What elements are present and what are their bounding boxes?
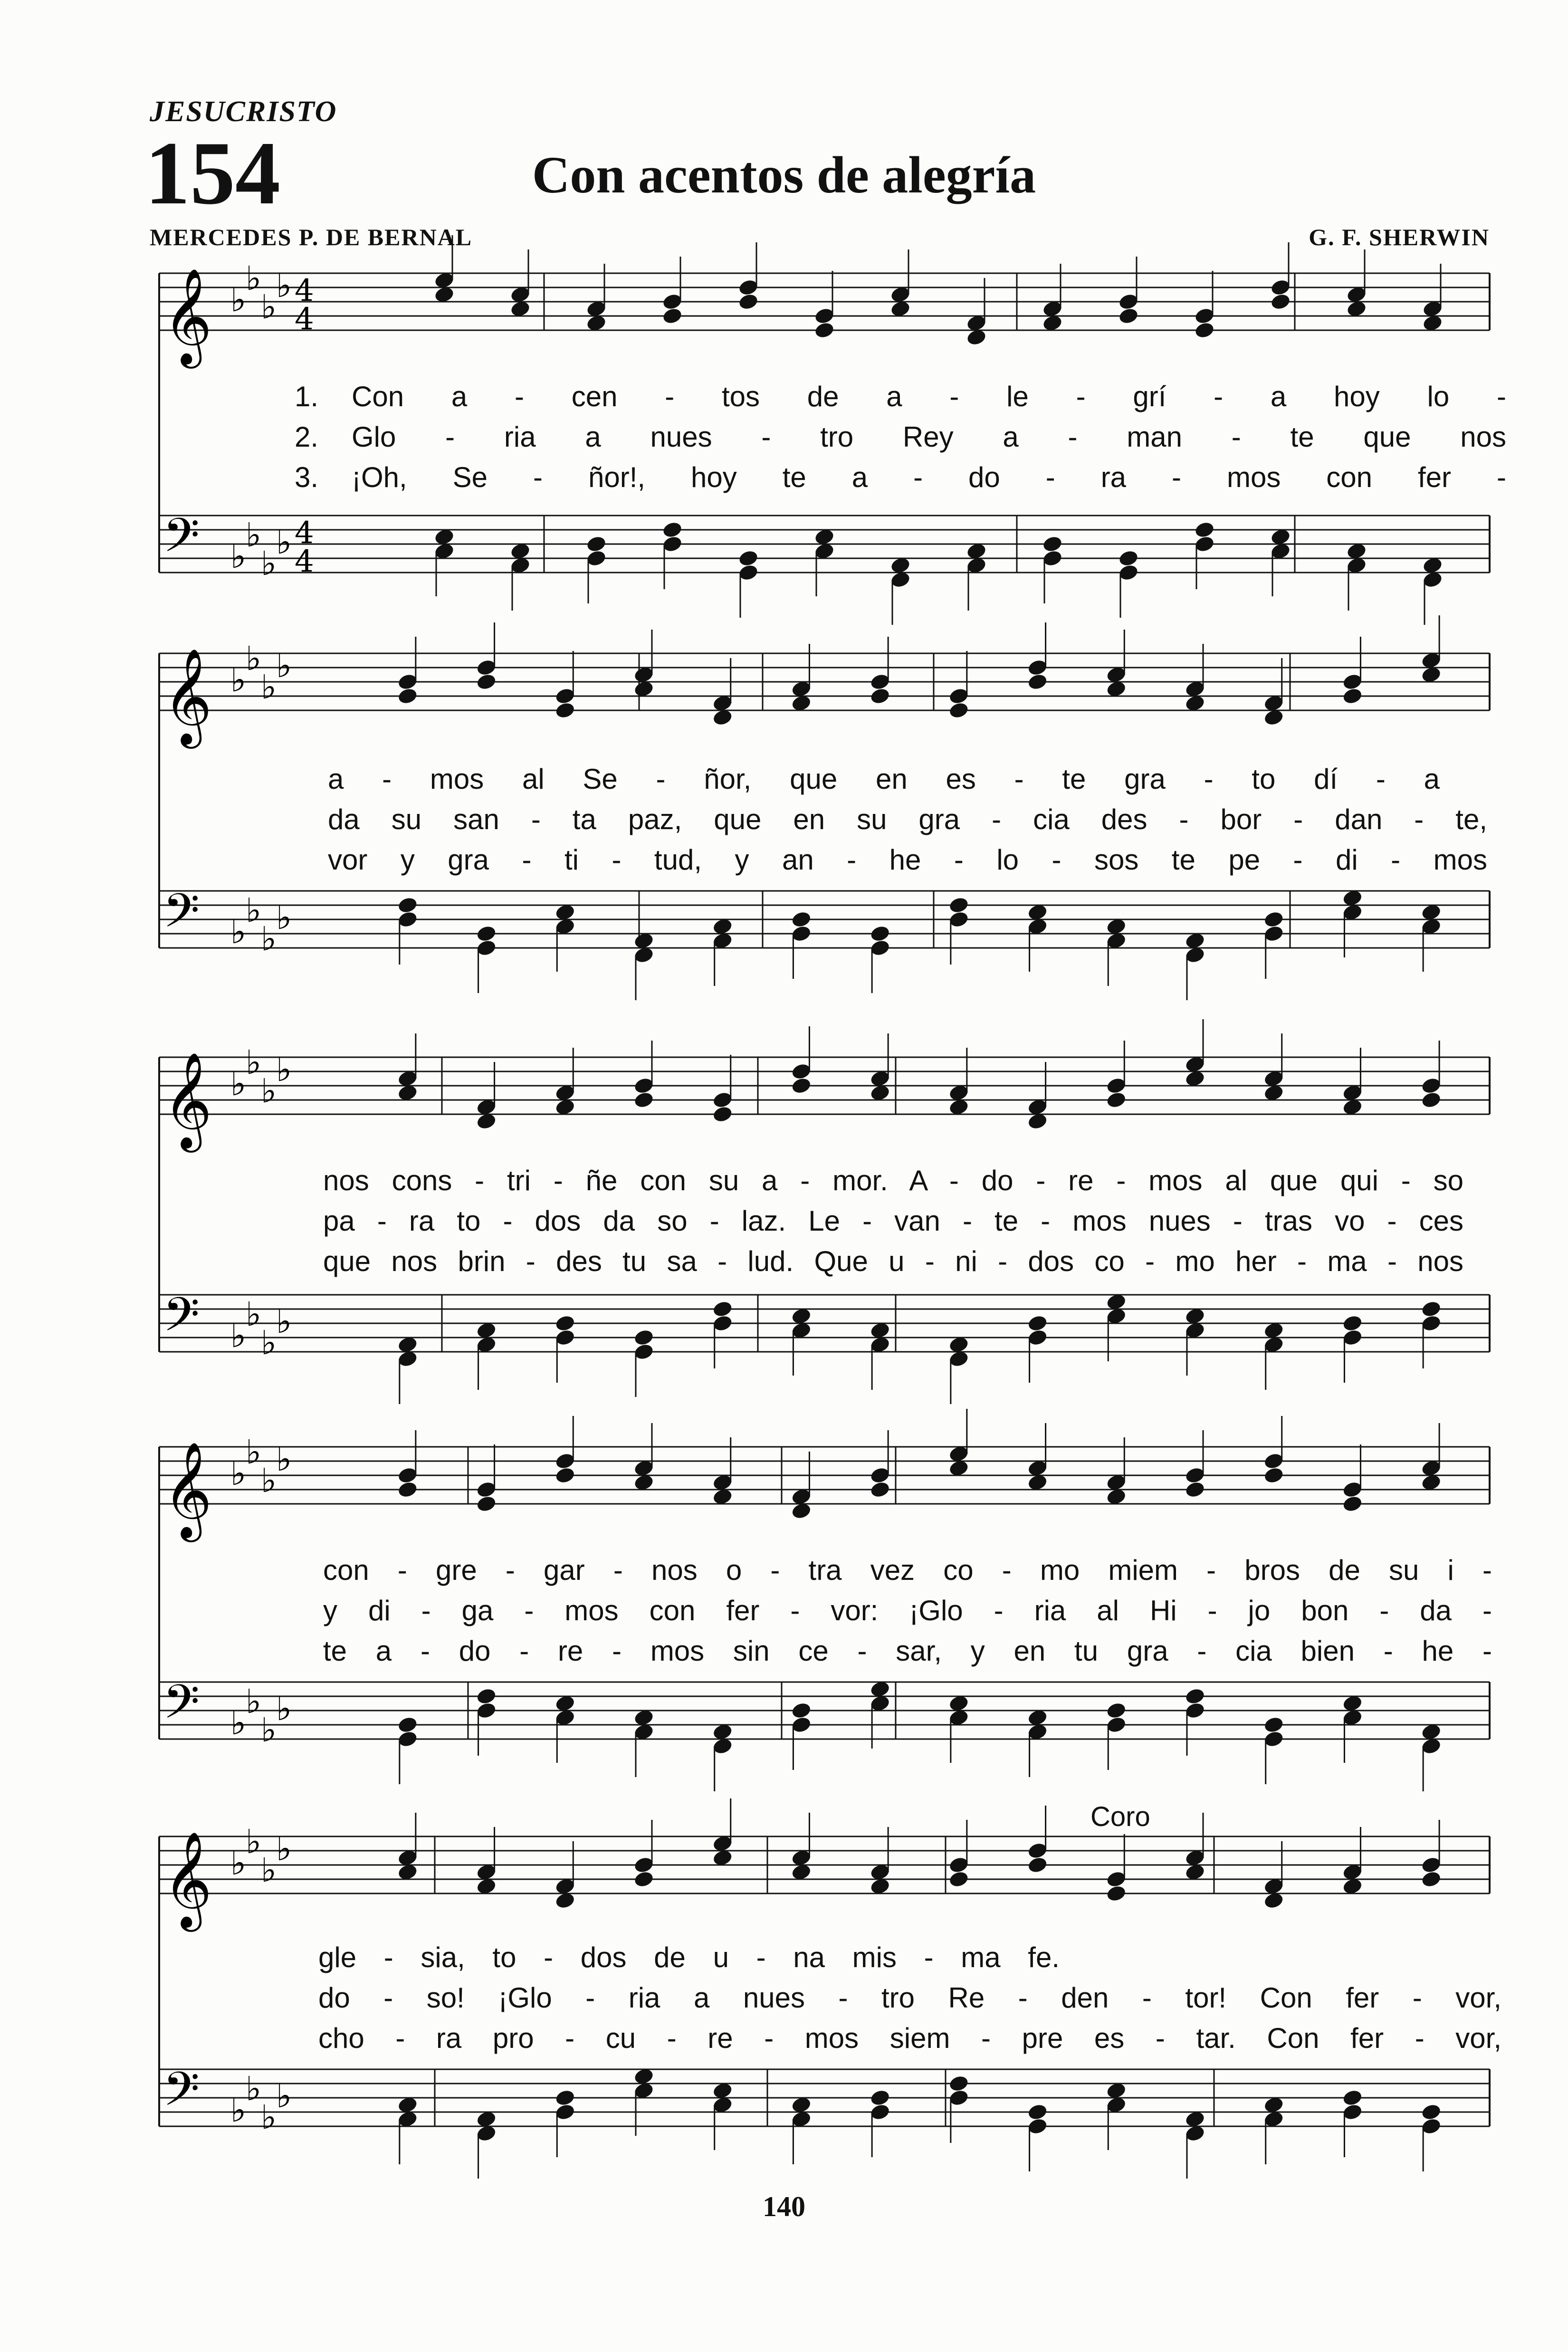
flat-sign-icon: ♭ [276, 1302, 292, 1341]
bass-clef-icon: 𝄢 [163, 508, 200, 574]
lyric-line: a - mos al Se - ñor, que en es - te gra - to dí - a [328, 763, 1440, 795]
note-head [737, 292, 759, 311]
lyric-line: pa - ra to - dos da so - laz. Le - van - te - mos nues - tras vo - ces [323, 1205, 1463, 1237]
flat-sign-icon: ♭ [276, 266, 292, 305]
note-head [948, 896, 969, 914]
note-head [476, 1494, 497, 1513]
flat-sign-icon: ♭ [230, 2091, 247, 2130]
note-head [1263, 1466, 1284, 1484]
flat-sign-icon: ♭ [230, 1064, 247, 1103]
treble-clef-icon: 𝄞 [163, 1052, 212, 1148]
flat-sign-icon: ♭ [276, 646, 292, 685]
lyric-line: cho - ra pro - cu - re - mos siem - pre es - tar. Con fer - vor, [318, 2022, 1501, 2054]
note-head [1342, 687, 1363, 705]
note-head [1342, 1494, 1363, 1513]
note-head [1106, 1701, 1127, 1720]
lyric-line: te a - do - re - mos sin ce - sar, y en tu gra - cia bien - he - [323, 1635, 1492, 1667]
flat-sign-icon: ♭ [230, 1703, 247, 1742]
note-head [1421, 1870, 1442, 1888]
note-head [791, 1701, 812, 1720]
bass-clef-icon: 𝄢 [163, 1675, 200, 1741]
flat-sign-icon: ♭ [230, 912, 247, 951]
note-head [948, 1870, 969, 1888]
flat-sign-icon: ♭ [261, 919, 277, 958]
note-head [633, 1328, 654, 1347]
flat-sign-icon: ♭ [276, 1050, 292, 1089]
flat-sign-icon: ♭ [246, 891, 262, 930]
flat-sign-icon: ♭ [246, 1433, 262, 1472]
flat-sign-icon: ♭ [246, 1043, 262, 1082]
note-head [712, 1300, 733, 1318]
flat-sign-icon: ♭ [246, 1682, 262, 1721]
lyric-line: do - so! ¡Glo - ria a nues - tro Re - den - tor! Con fer - vor, [318, 1982, 1501, 2014]
note-head [397, 1480, 418, 1499]
bass-clef-icon: 𝄢 [163, 2062, 200, 2128]
lyric-line: Con a - cen - tos de a - le - grí - a hoy lo - [352, 381, 1506, 412]
flat-sign-icon: ♭ [246, 1822, 262, 1861]
lyric-line: que nos brin - des tu sa - lud. Que u - ni - dos co - mo her - ma - nos [323, 1245, 1463, 1277]
note-head [1027, 2103, 1048, 2121]
time-signature-numerator: 4 [295, 516, 314, 551]
treble-clef-icon: 𝄞 [163, 1442, 212, 1538]
time-signature-denominator: 4 [295, 302, 314, 337]
note-head [555, 2088, 576, 2107]
lyric-line: ¡Oh, Se - ñor!, hoy te a - do - ra - mos con fer - [352, 461, 1506, 493]
flat-sign-icon: ♭ [261, 1711, 277, 1750]
flat-sign-icon: ♭ [276, 2076, 292, 2115]
note-head [1184, 1480, 1205, 1499]
note-head [737, 549, 759, 567]
note-head [1263, 910, 1284, 928]
treble-clef-icon: 𝄞 [163, 648, 212, 745]
hymn-category: JESUCRISTO [150, 96, 337, 128]
flat-sign-icon: ♭ [276, 1829, 292, 1868]
flat-sign-icon: ♭ [276, 898, 292, 937]
lyric-line: y di - ga - mos con fer - vor: ¡Glo - ria al Hi - jo bon - da - [323, 1595, 1492, 1626]
note-head [870, 1480, 891, 1499]
note-head [1194, 520, 1215, 539]
flat-sign-icon: ♭ [230, 1844, 247, 1883]
verse-number: 3. [295, 461, 319, 493]
note-head [1042, 535, 1063, 553]
flat-sign-icon: ♭ [276, 523, 292, 562]
note-head [712, 1105, 733, 1123]
chorus-label: Coro [1090, 1801, 1150, 1832]
note-head [791, 910, 812, 928]
flat-sign-icon: ♭ [261, 668, 277, 707]
flat-sign-icon: ♭ [261, 2098, 277, 2137]
note-head [1270, 292, 1291, 311]
flat-sign-icon: ♭ [261, 544, 277, 583]
note-head [1342, 2088, 1363, 2107]
flat-sign-icon: ♭ [261, 1851, 277, 1890]
flat-sign-icon: ♭ [230, 1316, 247, 1355]
note-head [633, 1870, 654, 1888]
note-head [633, 1090, 654, 1109]
note-head [870, 2088, 891, 2107]
note-head [661, 520, 683, 539]
note-head [791, 1076, 812, 1095]
note-head [1027, 1855, 1048, 1874]
note-head [476, 924, 497, 943]
bass-clef-icon: 𝄢 [163, 884, 200, 950]
time-signature-numerator: 4 [295, 273, 314, 308]
lyric-line: vor y gra - ti - tud, y an - he - lo - sos te pe - di - mos [328, 844, 1487, 876]
note-head [476, 1687, 497, 1705]
note-head [1184, 1687, 1205, 1705]
flat-sign-icon: ♭ [246, 516, 262, 555]
note-head [948, 701, 969, 719]
note-head [1421, 1090, 1442, 1109]
flat-sign-icon: ♭ [246, 639, 262, 678]
flat-sign-icon: ♭ [246, 259, 262, 298]
note-head [870, 924, 891, 943]
note-head [1027, 672, 1048, 691]
note-head [1342, 1314, 1363, 1332]
flat-sign-icon: ♭ [246, 1295, 262, 1334]
lyric-line: da su san - ta paz, que en su gra - cia des - bor - dan - te, [328, 803, 1487, 835]
composer-credit: G. F. SHERWIN [1309, 224, 1490, 250]
note-head [1118, 306, 1139, 325]
note-head [1421, 2103, 1442, 2121]
lyric-line: nos cons - tri - ñe con su a - mor. A - do - re - mos al que qui - so [323, 1165, 1463, 1196]
note-head [1106, 1090, 1127, 1109]
flat-sign-icon: ♭ [276, 1440, 292, 1479]
treble-clef-icon: 𝄞 [163, 268, 212, 364]
note-head [1106, 1884, 1127, 1903]
flat-sign-icon: ♭ [261, 1461, 277, 1500]
flat-sign-icon: ♭ [230, 280, 247, 319]
flat-sign-icon: ♭ [261, 1071, 277, 1110]
note-head [948, 2074, 969, 2093]
flat-sign-icon: ♭ [246, 2069, 262, 2108]
flat-sign-icon: ♭ [261, 1323, 277, 1362]
hymn-title: Con acentos de alegría [532, 146, 1036, 204]
note-head [1263, 1715, 1284, 1734]
bass-clef-icon: 𝄢 [163, 1288, 200, 1354]
verse-number: 1. [295, 381, 319, 412]
flat-sign-icon: ♭ [261, 287, 277, 326]
note-head [1118, 549, 1139, 567]
note-head [813, 321, 835, 339]
note-head [661, 306, 683, 325]
note-head [555, 1466, 576, 1484]
note-head [1027, 1314, 1048, 1332]
time-signature-denominator: 4 [295, 544, 314, 579]
note-head [397, 1715, 418, 1734]
flat-sign-icon: ♭ [230, 537, 247, 576]
lyric-line: Glo - ria a nues - tro Rey a - man - te que nos [352, 421, 1506, 453]
note-head [397, 896, 418, 914]
lyricist-credit: MERCEDES P. DE BERNAL [150, 224, 473, 250]
note-head [555, 701, 576, 719]
note-head [476, 672, 497, 691]
note-head [555, 1314, 576, 1332]
note-head [1194, 321, 1215, 339]
treble-clef-icon: 𝄞 [163, 1831, 212, 1928]
flat-sign-icon: ♭ [230, 1454, 247, 1493]
lyric-line: gle - sia, to - dos de u - na mis - ma fe. [318, 1941, 1060, 1973]
note-head [585, 535, 607, 553]
flat-sign-icon: ♭ [276, 1689, 292, 1728]
verse-number: 2. [295, 421, 319, 453]
page-number: 140 [763, 2191, 805, 2222]
note-head [870, 687, 891, 705]
flat-sign-icon: ♭ [230, 660, 247, 699]
note-head [397, 687, 418, 705]
note-head [1421, 1300, 1442, 1318]
lyric-line: con - gre - gar - nos o - tra vez co - mo miem - bros de su i - [323, 1554, 1492, 1586]
hymn-number: 154 [145, 124, 280, 223]
